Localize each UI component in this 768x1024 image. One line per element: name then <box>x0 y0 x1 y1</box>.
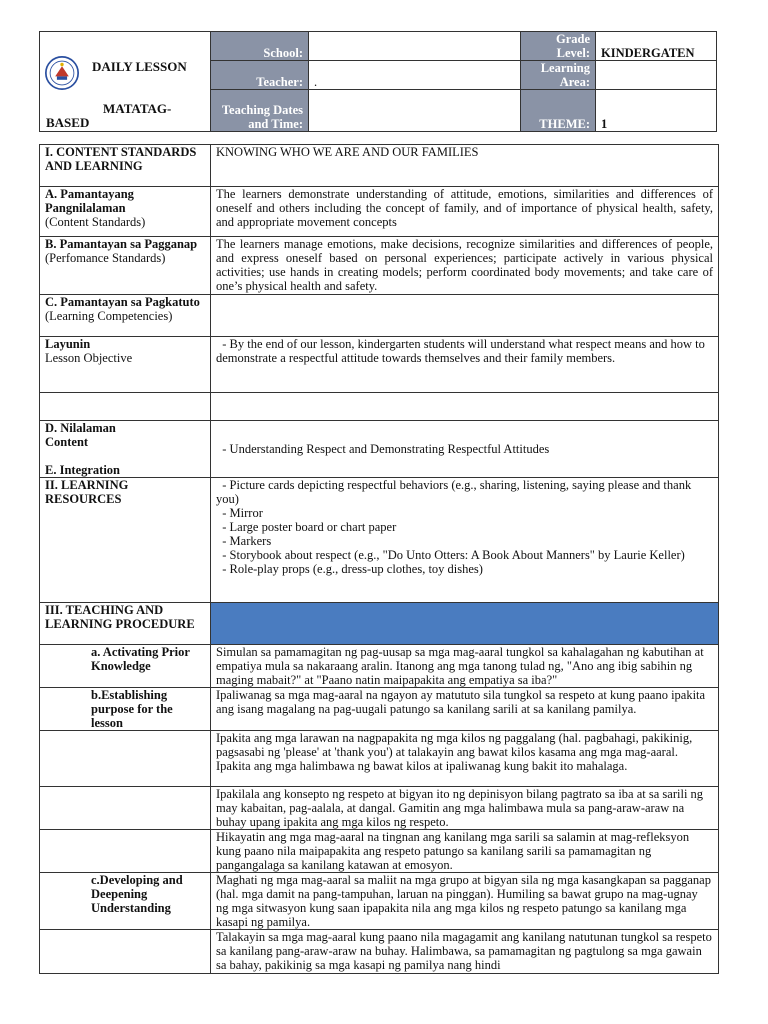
content-standards-value: KNOWING WHO WE ARE AND OUR FAMILIES <box>211 145 719 187</box>
blank-label-cell <box>40 731 211 787</box>
teaching-dates-field[interactable] <box>309 90 521 132</box>
procedure-title: III. TEACHING AND LEARNING PROCEDURE <box>40 603 211 645</box>
theme-field[interactable]: 1 <box>596 90 717 132</box>
learning-competencies-text <box>211 295 719 337</box>
learning-area-label: Learning Area: <box>521 61 596 90</box>
procedure-header-bar <box>211 603 719 645</box>
integration-title: E. Integration <box>45 463 120 477</box>
developing-title: c.Developing and Deepening Understanding <box>40 873 211 930</box>
resource-item: - Large poster board or chart paper <box>216 520 397 534</box>
content-standards-subtitle: (Content Standards) <box>45 215 146 229</box>
lesson-objective-subtitle: Lesson Objective <box>45 351 133 365</box>
establishing-title: b.Establishing purpose for the lesson <box>40 688 211 731</box>
performance-standards-text: The learners manage emotions, make decisions, recognize similarities and differences of people, and express oneself based on personal experiences; participate actively in various physical activities; use hands in creating models; perform coordinated body movements; and take care of one’s physical health and safety. <box>211 237 719 295</box>
resource-item: - Picture cards depicting respectful behaviors (e.g., sharing, listening, saying please and thank you) <box>216 478 695 506</box>
lesson-objective-label-cell <box>40 337 211 393</box>
school-label: School: <box>211 32 309 61</box>
content-standards-label-cell <box>40 187 211 237</box>
grade-level-field[interactable]: KINDERGATEN <box>596 32 717 61</box>
blank-label-cell <box>40 830 211 873</box>
developing-text: Maghati ng mga mag-aaral sa maliit na mga grupo at bigyan sila ng mga kasangkapan sa pagganap (hal. mga damit na pang-tampuhan, laruan na pinggan). Humiling sa bawat grupo na mag-ugnay ng mga sitwasyon kung saan ipapakita nila ang mga kilos ng respeto patungo sa kanilang mga kasapi ng pamilya. <box>211 873 719 930</box>
blank-value-cell <box>211 393 719 421</box>
content-standards-text: The learners demonstrate understanding of attitude, emotions, similarities and differences of oneself and others including the concept of family, and of importance of physical health, safety, and appropriate movement concepts <box>211 187 719 237</box>
header-title-cell <box>40 32 211 132</box>
resource-item: - Storybook about respect (e.g., "Do Unto Otters: A Book About Manners" by Laurie Keller) <box>216 548 685 562</box>
learning-competencies-subtitle: (Learning Competencies) <box>45 309 173 323</box>
resource-item: - Role-play props (e.g., dress-up clothes, toy dishes) <box>216 562 483 576</box>
content-title: D. Nilalaman <box>45 421 116 435</box>
content-integration-label-cell <box>40 421 211 478</box>
school-field[interactable] <box>309 32 521 61</box>
content-standards-title: A. Pamantayang Pangnilalaman <box>45 187 134 215</box>
procedure-step-text: Hikayatin ang mga mag-aaral na tingnan ang kanilang mga sarili sa salamin at mag-refleksyon kung paano nila maipapakita ang respeto patungo sa kanilang sarili sa pamamagitan ng pangangalaga sa kanilang katawan at emosyon. <box>211 830 719 873</box>
activating-text: Simulan sa pamamagitan ng pag-uusap sa mga mag-aaral tungkol sa kahalagahan ng kabutihan at empatiya mula sa nakaraang aralin. Itanong ang mga tanong tulad ng, "Ano ang ibig sabihin ng maging mabait?" at "Paano natin maipapakita ang empatiya sa iba?" <box>211 645 719 688</box>
learning-competencies-label-cell <box>40 295 211 337</box>
teaching-dates-label: Teaching Dates and Time: <box>211 90 309 132</box>
resource-item: - Markers <box>216 534 272 548</box>
learning-competencies-title: C. Pamantayan sa Pagkatuto <box>45 295 200 309</box>
theme-label: THEME: <box>521 90 596 132</box>
performance-standards-subtitle: (Perfomance Standards) <box>45 251 166 265</box>
procedure-step-text: Ipakilala ang konsepto ng respeto at bigyan ito ng depinisyon bilang pagtrato sa iba at sa sarili ng may kabaitan, pag-aalala, at dangal. Gamitin ang mga halimbawa mula sa pang-araw-araw na buhay upang ipakita ang mga kilos ng respeto. <box>211 787 719 830</box>
establishing-text: Ipaliwanag sa mga mag-aaral na ngayon ay matututo sila tungkol sa respeto at kung paano ipakita ang isang magalang na pag-uugali patungo sa kanilang sarili at sa kanilang pamilya. <box>211 688 719 731</box>
content-subtitle: Content <box>45 435 89 449</box>
deped-seal-icon <box>45 56 79 90</box>
learning-area-field[interactable] <box>596 61 717 90</box>
procedure-step-text: Talakayin sa mga mag-aaral kung paano nila magagamit ang kanilang natutunan tungkol sa respeto sa kanilang pang-araw-araw na buhay. Halimbawa, sa pamamagitan ng pagtulong sa mga gawain sa bahay, pakikinig sa mga kasapi ng pamilya nang hindi <box>211 930 719 974</box>
lesson-objective-title: Layunin <box>45 337 91 351</box>
title-daily-lesson: DAILY LESSON <box>92 59 187 74</box>
resource-item: - Mirror <box>216 506 263 520</box>
performance-standards-label-cell <box>40 237 211 295</box>
title-based: BASED <box>46 115 90 130</box>
teacher-field[interactable]: . <box>309 61 521 90</box>
activating-title: a. Activating Prior Knowledge <box>40 645 211 688</box>
grade-level-label: Grade Level: <box>521 32 596 61</box>
blank-label-cell <box>40 787 211 830</box>
procedure-step-text: Ipakita ang mga larawan na nagpapakita ng mga kilos ng paggalang (hal. pagbahagi, pakikinig, pagsasabi ng 'please' at 'thank you') at talakayin ang bawat kilos kasama ang mga mag-aaral. Ipakita ang mga halimbawa ng bawat kilos at ipaliwanag kung bakit ito mahalaga. <box>211 731 719 787</box>
content-text: - Understanding Respect and Demonstrating Respectful Attitudes <box>211 421 719 478</box>
blank-label-cell <box>40 393 211 421</box>
content-standards-heading: I. CONTENT STANDARDS AND LEARNING <box>40 145 211 187</box>
learning-resources-title: II. LEARNING RESOURCES <box>40 478 211 603</box>
header-table <box>39 31 717 132</box>
learning-resources-list <box>211 478 719 603</box>
lesson-table <box>39 144 719 974</box>
performance-standards-title: B. Pamantayan sa Pagganap <box>45 237 198 251</box>
lesson-objective-text: - By the end of our lesson, kindergarten students will understand what respect means and how to demonstrate a respectful attitude towards themselves and their family members. <box>211 337 719 393</box>
title-matatag: MATATAG- <box>103 101 172 116</box>
blank-label-cell <box>40 930 211 974</box>
teacher-label: Teacher: <box>211 61 309 90</box>
